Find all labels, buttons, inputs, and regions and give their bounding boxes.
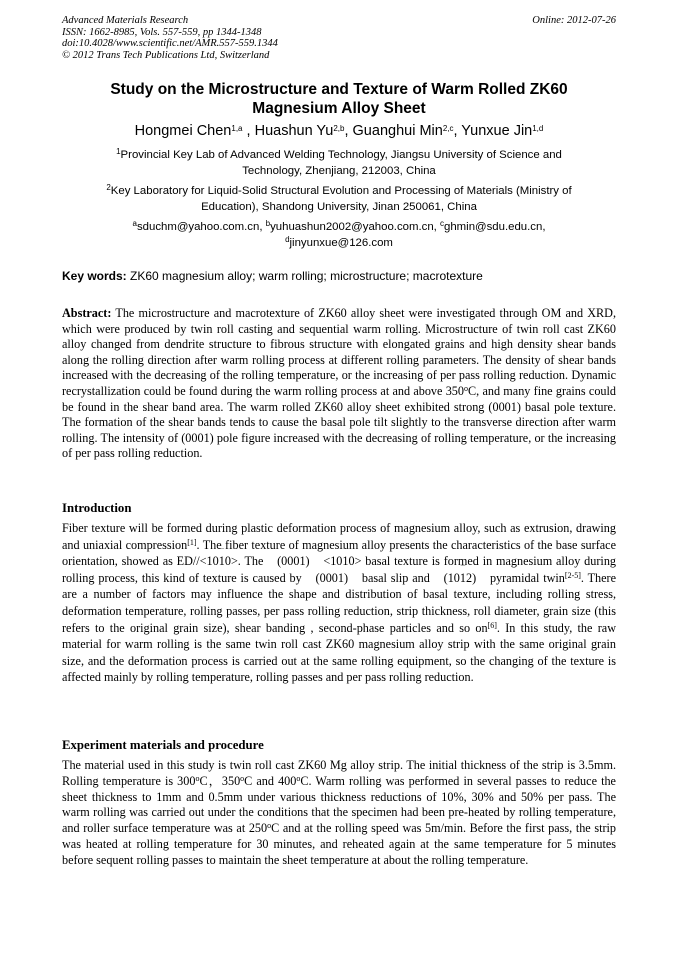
body-text: 0>. The (0001) <10	[224, 554, 343, 569]
author-emails	[62, 220, 616, 251]
body-text: C and 400	[244, 773, 297, 788]
author-name: Yunxue Jin	[461, 123, 533, 139]
body-text: C and at the rolling speed was 5m/min. Before the first pass, the strip was heated at rolling temperature for 30 minutes, and reheated again at the same temperature for 5 minutes before sequent rolling passes to maintain the sheet temperature at about the rolling temperature.	[62, 821, 616, 867]
author-affiliation-mark: 2,c	[442, 124, 454, 133]
abstract	[62, 306, 616, 462]
email-mark: a	[132, 219, 137, 228]
author-list	[62, 122, 616, 140]
keywords-label: Key words:	[62, 269, 127, 283]
affiliation-line	[62, 148, 616, 164]
title-line-1: Study on the Microstructure and Texture of Warm Rolled ZK60	[110, 81, 568, 98]
email-mark: d	[285, 234, 290, 244]
email-address: ghmin@sdu.edu.cn,	[444, 221, 546, 233]
affiliation-text: Education), Shandong University, Jinan 250061, China	[201, 200, 477, 213]
abstract-label: Abstract:	[62, 306, 112, 320]
body-text: . There are a number of factors may influence the shape and distribution of basal texture, including rolling stress, deformation temperature, rolling passes, per pass rolling reduction, strip thickness, roll diameter, grain size (this refers to the original grain size), shear banding , second-phase particles and so on	[62, 570, 617, 635]
author-name: Guanghui Min	[352, 123, 443, 139]
degree-mark: o	[267, 821, 272, 831]
title-line-2: Magnesium Alloy Sheet	[252, 100, 426, 117]
author-name: Hongmei Chen	[134, 123, 232, 139]
affiliation-text: Provincial Key Lab of Advanced Welding Technology, Jiangsu University of Science and	[120, 149, 562, 161]
body-text: The material used in this study is twin roll cast ZK60 Mg alloy strip. The initial thickness of the strip is 3.5mm. Rolling temperature is 300	[62, 758, 616, 788]
body-text: 2) pyramidal twin	[465, 570, 565, 585]
citation-ref: [6]	[487, 620, 497, 630]
author-affiliation-mark: 2,b	[333, 124, 345, 133]
degree-mark: o	[240, 773, 245, 783]
journal-name: Advanced Materials Research	[62, 15, 189, 26]
affiliation-text: Key Laboratory for Liquid-Solid Structural Evolution and Processing of Materials (Ministry of	[110, 185, 572, 197]
affiliation-mark: 2	[106, 183, 111, 192]
journal-header	[62, 15, 278, 61]
body-text: . In this study, the raw material for warm rolling is the same twin roll cast ZK60 magnesium alloy strip with the same original grain size, and the deformation process is carried out at the same rolling equipment, so the changing of the texture is affected mainly by rolling temperature, rolling passes and per pass rolling reduction.	[62, 620, 616, 685]
online-date: Online: 2012-07-26	[532, 15, 616, 26]
keywords	[62, 268, 616, 284]
introduction-paragraph	[62, 520, 616, 686]
degree-mark: o	[195, 773, 200, 783]
author-name: Huashun Yu	[254, 123, 334, 139]
copyright-line: © 2012 Trans Tech Publications Ltd, Switzerland	[62, 49, 270, 61]
issn-line: ISSN: 1662-8985, Vols. 557-559, pp 1344-1348	[62, 26, 262, 38]
miller-index-bar: ¯ 1	[460, 570, 466, 587]
email-address: sduchm@yahoo.com.cn,	[136, 221, 266, 233]
citation-ref: [1]	[187, 537, 197, 547]
author-separator: ,	[344, 123, 353, 139]
affiliation-1	[62, 148, 616, 179]
degree-mark: o	[296, 773, 301, 783]
email-line	[62, 236, 616, 252]
section-heading-experiment: Experiment materials and procedure	[62, 738, 264, 752]
affiliation-text: Technology, Zhenjiang, 212003, China	[242, 164, 436, 177]
body-text: C. Warm rolling was performed in several passes to reduce the sheet thickness to 1mm and 0.5mm under various thickness reductions of 10%, 30% and 50% per pass. The warm rolling was carried out under the conditions that the specimen had been pre-heated by rolling temperature, and roller surface temperature was at 250	[62, 773, 616, 836]
affiliation-mark: 1	[116, 147, 121, 156]
citation-ref: [2-5]	[564, 570, 581, 580]
paper-title	[62, 80, 616, 118]
miller-index-bar: ¯ 1	[219, 553, 225, 570]
keywords-text: ZK60 magnesium alloy; warm rolling; microstructure; macrotexture	[126, 269, 483, 283]
body-text: Fiber texture will be formed during plastic deformation process of magnesium alloy, such as extrusion, drawing and uniaxial compression	[62, 521, 616, 552]
email-line	[62, 220, 616, 236]
email-address: jinyunxue@126.com	[289, 236, 393, 249]
affiliation-line	[62, 184, 616, 200]
miller-index-bar: ¯ 1	[342, 553, 348, 570]
affiliation-2	[62, 184, 616, 215]
experiment-paragraph	[62, 758, 616, 869]
abstract-text: The microstructure and macrotexture of ZK60 alloy sheet were investigated through OM and XRD, which were produced by twin roll casting and sequential warm rolling. Microstructure of twin roll cast ZK60 alloy changed from dendrite structure to fibrous structure with elongated grains and high density shear bands along the rolling direction after warm rolling process at different rolling parameters. The density of shear bands increased with the decreasing of the rolling temperature, or the increasing of per pass rolling reduction. Dynamic recrystallization could be found during the warm rolling process at and above 350	[62, 306, 616, 398]
author-separator: ,	[453, 123, 462, 139]
doi-line: doi:10.4028/www.scientific.net/AMR.557-559.1344	[62, 38, 278, 49]
body-text: . The fiber texture of magnesium alloy presents the characteristics of the base surface orientation, showed as ED//<10	[62, 537, 617, 569]
email-address: yuhuashun2002@yahoo.com.cn,	[270, 221, 440, 233]
body-text: C，350	[199, 773, 241, 788]
email-mark: b	[265, 219, 271, 228]
email-mark: c	[440, 219, 444, 228]
author-affiliation-mark: 1,a	[231, 124, 243, 133]
degree-mark: o	[464, 383, 468, 393]
abstract-text: C, and many fine grains could be found in the shear band area. The warm rolled ZK60 alloy sheet exhibited strong (0001) basal pole texture. The formation of the shear bands tends to cause the basal pole tilt slightly to the transverse direction after warm rolling. The intensity of (0001) pole figure increased with the decreasing of rolling temperature, or the increasing of per pass rolling reduction.	[62, 383, 616, 461]
section-heading-introduction: Introduction	[62, 501, 132, 515]
author-affiliation-mark: 1,d	[532, 124, 544, 133]
body-text: 0> basal texture is formed in magnesium alloy during rolling process, this kind of texture is caused by (0001) basal slip and (10	[62, 554, 617, 585]
author-separator: ,	[242, 123, 255, 139]
